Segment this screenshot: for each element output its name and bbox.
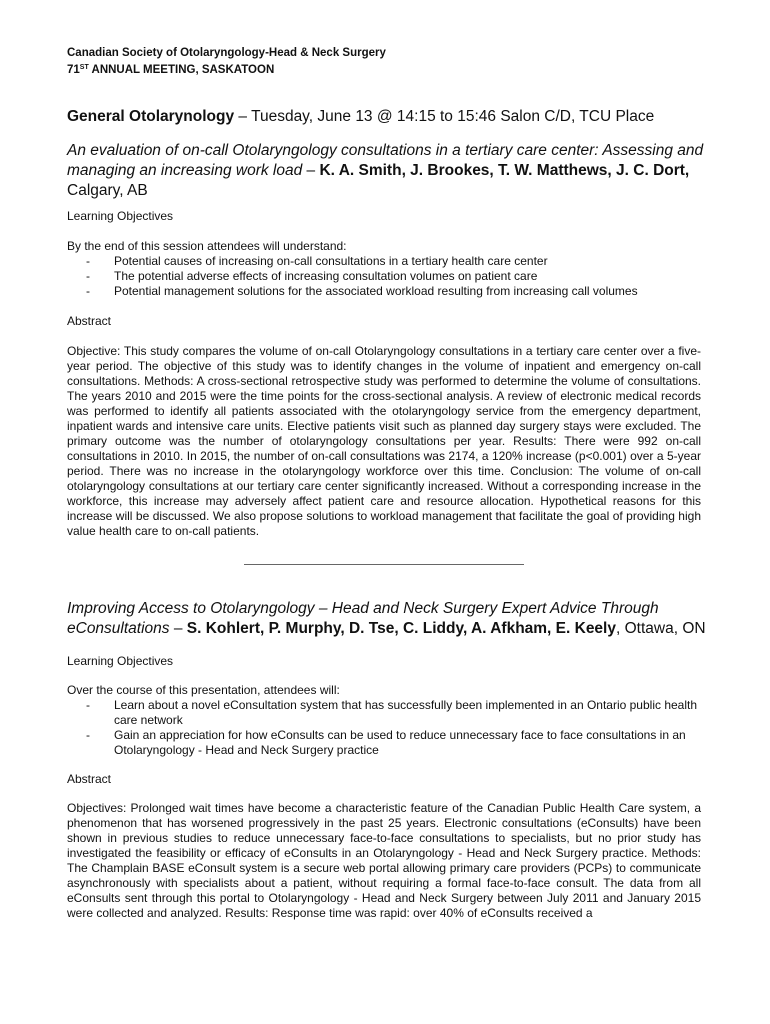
abstract1-body: Objective: This study compares the volume of on-call Otolaryngology consultations in a tertiary care center over a five-year period. The objective of this study was to identify changes in the volume of inpatient and emergency on-call consultations. Methods: A cross-sectional retrospective study was performed to determine the volume of consultations. The years 2010 and 2015 were the time points for the cross-sectional analysis. A review of electronic medical records was performed to identify all patients associated with the otolaryngology service from the emergency department, inpatient wards and intensive care units. Elective patients visit such as planned day surgery stays were excluded. The primary outcome was the number of otolaryngology consultations per year. Results: There were 992 on-call consultations in 2010. In 2015, the number of on-call consultations was 2174, a 120% increase (p<0.001) over a 5-year period. There was no increase in the otolaryngology workforce over this time. Conclusion: The volume of on-call otolaryngology consultations at our tertiary care center significantly increased. Without a corresponding increase in the workforce, this increase may adversely affect patient care and resource allocation. Hypothetical reasons for this increase will be discussed. We also propose solutions to workload management that facilitate the goal of providing high value health care to on-call patients. — [67, 344, 701, 538]
list-item-text: The potential adverse effects of increasing consultation volumes on patient care — [114, 269, 538, 283]
session-name: General Otolarynology — [67, 108, 235, 125]
meeting-title — [67, 64, 274, 76]
list-item-text: Potential causes of increasing on-call consultations in a tertiary health care center — [114, 254, 548, 268]
abstract2-authors: S. Kohlert, P. Murphy, D. Tse, C. Liddy, A. Afkham, E. Keely — [186, 620, 616, 637]
abstract2-location: , Ottawa, ON — [615, 620, 706, 637]
list-item: - Gain an appreciation for how eConsults can be used to reduce unnecessary face to face consultations in an Otolaryngology - Head and Neck Surgery practice — [86, 728, 686, 757]
meeting-ordinal: ST — [79, 64, 89, 71]
section-divider — [244, 564, 524, 565]
abstract1-intro: By the end of this session attendees will understand: — [67, 239, 347, 253]
abstract2-intro: Over the course of this presentation, attendees will: — [67, 683, 340, 697]
abstract2-title-block — [67, 599, 707, 639]
abstract1-authors: K. A. Smith, J. Brookes, T. W. Matthews, J. C. Dort, — [319, 162, 690, 179]
list-item: - The potential adverse effects of increasing consultation volumes on patient care — [86, 269, 538, 283]
abstract1-objectives-label: Learning Objectives — [67, 209, 174, 223]
abstract2-body: Objectives: Prolonged wait times have become a characteristic feature of the Canadian Public Health Care system, a phenomenon that has worsened progressively in the past 25 years. Electronic consultations (eConsults) have been shown in previous studies to reduce unnecessary face-to-face consultations to specialists, but no prior study has investigated the feasibility or efficacy of eConsults in an Otolaryngology - Head and Neck Surgery practice. Methods: The Champlain BASE eConsult system is a secure web portal allowing primary care providers (PCPs) to communicate asynchronously with specialists about a patient, without requiring a formal face-to-face consult. The data from all eConsults sent through this portal to Otolaryngology - Head and Neck Surgery between July 2011 and January 2015 were collected and analyzed. Results: Response time was rapid: over 40% of eConsults received a — [67, 801, 701, 920]
abstract1-location: Calgary, AB — [67, 182, 148, 199]
abstract1-objectives-list — [86, 254, 706, 299]
list-item: - Potential causes of increasing on-call consultations in a tertiary health care center — [86, 254, 548, 268]
abstract1-dash: – — [302, 162, 320, 179]
abstract2-title: Improving Access to Otolaryngology – Head and Neck Surgery Expert Advice Through eConsultations — [67, 600, 659, 637]
abstract2-abstract-label: Abstract — [67, 772, 112, 786]
abstract2-dash: – — [169, 620, 187, 637]
session-details: – Tuesday, June 13 @ 14:15 to 15:46 Salon C/D, TCU Place — [234, 108, 655, 125]
list-item-text: Gain an appreciation for how eConsults can be used to reduce unnecessary face to face consultations in an Otolaryngology - Head and Neck Surgery practice — [114, 728, 686, 757]
meeting-name: ANNUAL MEETING, SASKATOON — [88, 64, 275, 76]
session-heading — [67, 108, 654, 126]
list-item-text: Potential management solutions for the associated workload resulting from increasing call volumes — [114, 284, 638, 298]
meeting-number: 71 — [67, 64, 80, 76]
abstract1-title-block — [67, 141, 707, 201]
abstract2-objectives-list — [86, 698, 706, 758]
abstract1-abstract-label: Abstract — [67, 314, 112, 328]
abstract1-title: An evaluation of on-call Otolaryngology consultations in a tertiary care center: Assessing and managing an increasing work load — [67, 142, 704, 179]
list-item: - Potential management solutions for the associated workload resulting from increasing call volumes — [86, 284, 638, 298]
abstract2-objectives-label: Learning Objectives — [67, 654, 174, 668]
list-item-text: Learn about a novel eConsultation system that has successfully been implemented in an Ontario public health care network — [114, 698, 698, 727]
society-name: Canadian Society of Otolaryngology-Head & Neck Surgery — [67, 47, 386, 59]
list-item: - Learn about a novel eConsultation system that has successfully been implemented in an Ontario public health care network — [86, 698, 698, 727]
